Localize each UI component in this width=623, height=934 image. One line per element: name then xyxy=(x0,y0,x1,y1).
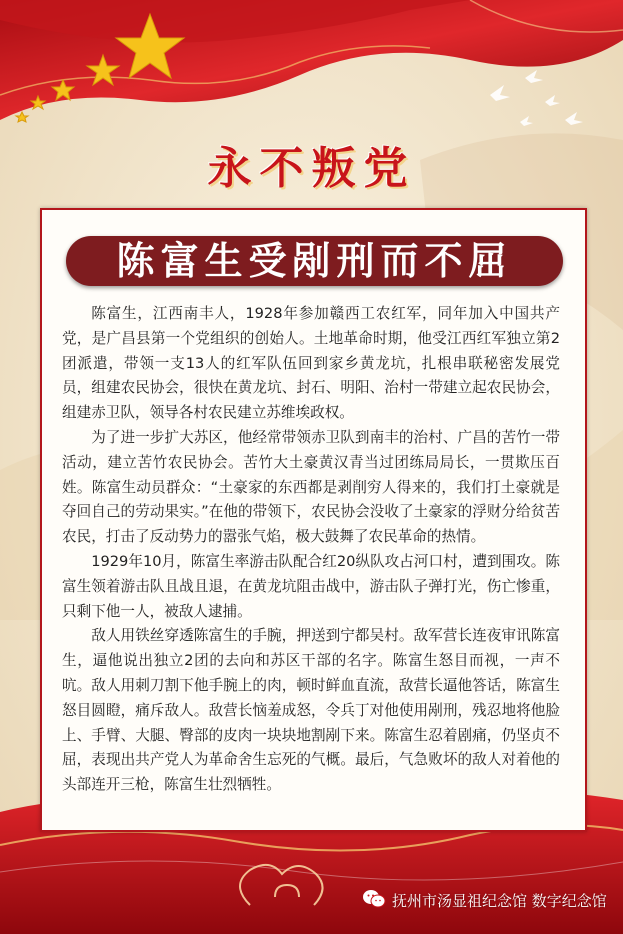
article-body xyxy=(62,302,560,798)
paragraph: 陈富生，江西南丰人，1928年参加赣西工农红军，同年加入中国共产党，是广昌县第一个党组织的创始人。土地革命时期，他受江西红军独立第2团派遣，带领一支13人的红军队伍回到家乡黄龙坑，扎根串联秘密发展党员，组建农民协会，很快在黄龙坑、封石、明阳、治村一带建立起农民协会，组建赤卫队，领导各村农民建立苏维埃政权。 xyxy=(62,305,560,422)
paragraph: 敌人用铁丝穿透陈富生的手腕，押送到宁都吴村。敌军营长连夜审讯陈富生，逼他说出独立2团的去向和苏区干部的名字。陈富生怒目而视，一声不吭。敌人用刺刀割下他手腕上的肉，顿时鲜血直流，敌营长逼他答话，陈富生怒目圆瞪，痛斥敌人。敌营长恼羞成怒，令兵丁对他使用剐刑，残忍地将他脸上、手臂、大腿、臀部的皮肉一块块地割剐下来。陈富生忍着剧痛，仍坚贞不屈，表现出共产党人为革命舍生忘死的气概。最后，气急败坏的敌人对着他的头部连开三枪，陈富生壮烈牺牲。 xyxy=(62,627,560,794)
paragraph: 1929年10月，陈富生率游击队配合红20纵队攻占河口村，遭到围攻。陈富生领着游击队且战且退，在黄龙坑阻击战中，游击队子弹打光，伤亡惨重，只剩下他一人，被敌人逮捕。 xyxy=(62,552,560,620)
headline-title: 陈富生受剐刑而不屈 xyxy=(116,239,513,283)
footer-caption: 抚州市汤显祖纪念馆 数字纪念馆 xyxy=(392,892,607,910)
wechat-icon xyxy=(362,888,386,910)
paragraph: 为了进一步扩大苏区，他经常带领赤卫队到南丰的治村、广昌的苦竹一带活动，建立苦竹农民协会。苦竹大土豪黄汉青当过团练局局长，一贯欺压百姓。陈富生动员群众：“土豪家的东西都是剥削穷人得来的，我们打土豪就是夺回自己的劳动果实。”在他的带领下，农民协会没收了土豪家的浮财分给贫苦农民，打击了反动势力的嚣张气焰，极大鼓舞了农民革命的热情。 xyxy=(62,428,560,546)
headline-banner xyxy=(66,236,563,286)
top-title: 永不叛党 xyxy=(207,143,416,194)
